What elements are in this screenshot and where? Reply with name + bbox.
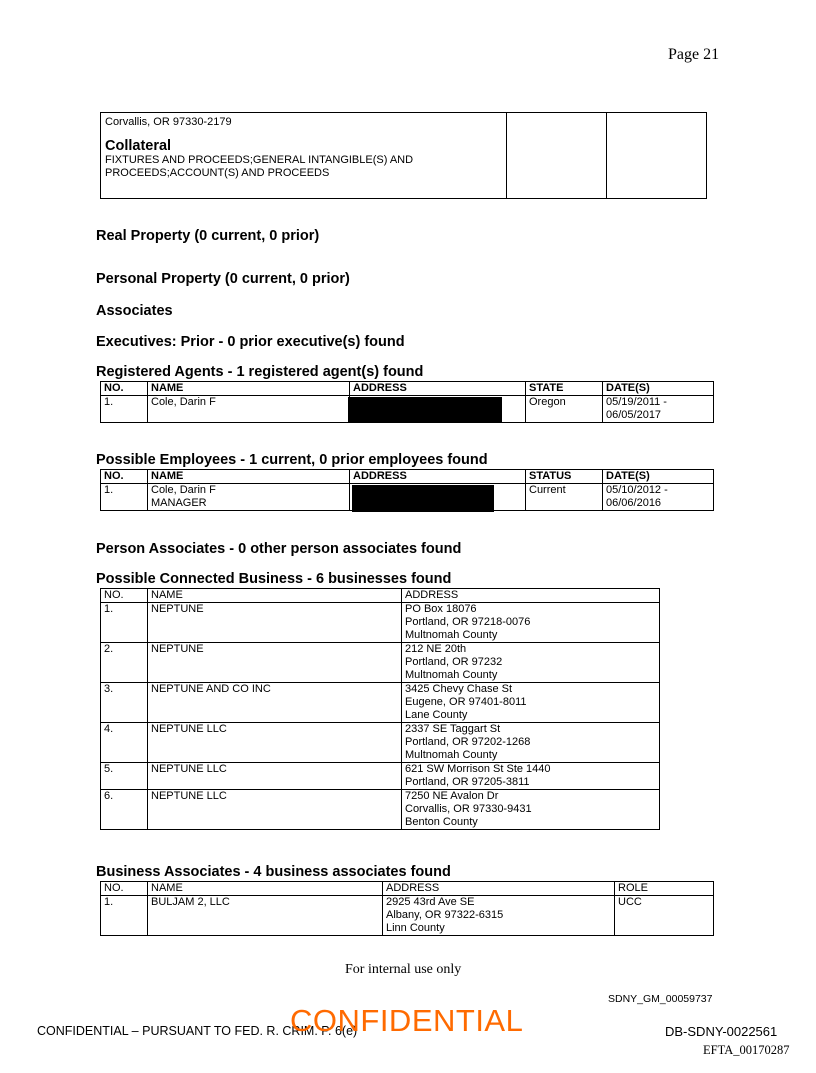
- associate-address: [383, 896, 615, 936]
- associate-no: 1.: [101, 896, 148, 936]
- col-dates: DATE(S): [603, 382, 714, 396]
- address-line: PO Box 18076: [405, 603, 477, 615]
- address-line: Linn County: [386, 922, 445, 934]
- col-no: NO.: [101, 382, 148, 396]
- table-row: [101, 603, 660, 643]
- heading-executives: Executives: Prior - 0 prior executive(s) found: [96, 334, 405, 350]
- col-status: STATUS: [526, 470, 603, 484]
- address-line: Corvallis, OR 97330-9431: [405, 803, 532, 815]
- col-address: ADDRESS: [350, 470, 526, 484]
- address-line: Portland, OR 97205-3811: [405, 776, 530, 788]
- efta-number: EFTA_00170287: [703, 1043, 790, 1057]
- internal-use-note: For internal use only: [345, 962, 462, 977]
- address-line: 7250 NE Avalon Dr: [405, 790, 499, 802]
- employee-status: Current: [526, 484, 603, 511]
- employee-title: MANAGER: [151, 497, 207, 509]
- heading-possible-employees: Possible Employees - 1 current, 0 prior employees found: [96, 452, 488, 468]
- business-name: NEPTUNE: [148, 603, 402, 643]
- table-row: [101, 683, 660, 723]
- business-address: [402, 683, 660, 723]
- confidential-stamp: CONFIDENTIAL: [290, 1003, 524, 1038]
- employee-date-end: 06/06/2016: [606, 497, 662, 509]
- business-no: 3.: [101, 683, 148, 723]
- address-line: Multnomah County: [405, 749, 498, 761]
- business-no: 5.: [101, 763, 148, 790]
- table-header-row: [101, 882, 714, 896]
- table-row: [101, 643, 660, 683]
- col-name: NAME: [148, 589, 402, 603]
- agent-state: Oregon: [526, 396, 603, 423]
- agent-date-start: 05/19/2011 -: [606, 396, 667, 408]
- collateral-title: Collateral: [105, 138, 172, 154]
- connected-business-table: [100, 588, 660, 830]
- agent-dates: [603, 396, 714, 423]
- collateral-empty-cell-2: [607, 113, 707, 199]
- associate-role: UCC: [615, 896, 714, 936]
- col-address: ADDRESS: [383, 882, 615, 896]
- table-row: [101, 896, 714, 936]
- col-name: NAME: [148, 882, 383, 896]
- col-no: NO.: [101, 589, 148, 603]
- business-address: [402, 603, 660, 643]
- employee-name-cell: [148, 484, 350, 511]
- table-row: [101, 723, 660, 763]
- col-state: STATE: [526, 382, 603, 396]
- address-line: Benton County: [405, 816, 478, 828]
- business-no: 4.: [101, 723, 148, 763]
- address-line: Portland, OR 97218-0076: [405, 616, 531, 628]
- employee-name: Cole, Darin F: [151, 484, 216, 496]
- business-address: [402, 763, 660, 790]
- agent-date-end: 06/05/2017: [606, 409, 662, 421]
- heading-associates: Associates: [96, 303, 173, 319]
- col-no: NO.: [101, 470, 148, 484]
- redaction-block: [352, 485, 494, 512]
- col-role: ROLE: [615, 882, 714, 896]
- address-line: Multnomah County: [405, 669, 498, 681]
- address-line: 212 NE 20th: [405, 643, 467, 655]
- address-line: Portland, OR 97232: [405, 656, 503, 668]
- business-name: NEPTUNE: [148, 643, 402, 683]
- address-line: 2337 SE Taggart St: [405, 723, 501, 735]
- business-address: [402, 643, 660, 683]
- collateral-cell: [101, 113, 507, 199]
- table-row: [101, 790, 660, 830]
- sdny-bates-number: SDNY_GM_00059737: [608, 993, 713, 1005]
- heading-registered-agents: Registered Agents - 1 registered agent(s) found: [96, 364, 424, 380]
- address-line: Eugene, OR 97401-8011: [405, 696, 527, 708]
- address-line: 2925 43rd Ave SE: [386, 896, 475, 908]
- col-name: NAME: [148, 382, 350, 396]
- col-address: ADDRESS: [402, 589, 660, 603]
- collateral-table: [100, 112, 707, 199]
- business-no: 6.: [101, 790, 148, 830]
- collateral-empty-cell-1: [507, 113, 607, 199]
- heading-business-associates: Business Associates - 4 business associates found: [96, 864, 451, 880]
- business-address: [402, 723, 660, 763]
- address-line: Portland, OR 97202-1268: [405, 736, 531, 748]
- address-line: 621 SW Morrison St Ste 1440: [405, 763, 551, 775]
- heading-personal-property: Personal Property (0 current, 0 prior): [96, 271, 350, 287]
- heading-person-associates: Person Associates - 0 other person associates found: [96, 541, 462, 557]
- col-address: ADDRESS: [350, 382, 526, 396]
- page-number: Page 21: [668, 46, 720, 63]
- employee-no: 1.: [101, 484, 148, 511]
- business-no: 2.: [101, 643, 148, 683]
- agent-name: Cole, Darin F: [148, 396, 350, 423]
- collateral-address: Corvallis, OR 97330-2179: [105, 116, 232, 128]
- business-no: 1.: [101, 603, 148, 643]
- col-no: NO.: [101, 882, 148, 896]
- employee-date-start: 05/10/2012 -: [606, 484, 668, 496]
- employee-dates: [603, 484, 714, 511]
- confidential-notice: CONFIDENTIAL – PURSUANT TO FED. R. CRIM. P. 6(e): [37, 1024, 358, 1038]
- business-name: NEPTUNE AND CO INC: [148, 683, 402, 723]
- associate-name: BULJAM 2, LLC: [148, 896, 383, 936]
- col-dates: DATE(S): [603, 470, 714, 484]
- address-line: Multnomah County: [405, 629, 498, 641]
- collateral-line-2: PROCEEDS;ACCOUNT(S) AND PROCEEDS: [105, 167, 330, 179]
- agent-no: 1.: [101, 396, 148, 423]
- address-line: Albany, OR 97322-6315: [386, 909, 504, 921]
- heading-real-property: Real Property (0 current, 0 prior): [96, 228, 320, 244]
- business-name: NEPTUNE LLC: [148, 763, 402, 790]
- col-name: NAME: [148, 470, 350, 484]
- collateral-line-1: FIXTURES AND PROCEEDS;GENERAL INTANGIBLE(S) AND: [105, 154, 414, 166]
- business-associates-table: [100, 881, 714, 936]
- db-bates-number: DB-SDNY-0022561: [665, 1024, 778, 1039]
- address-line: 3425 Chevy Chase St: [405, 683, 513, 695]
- address-line: Lane County: [405, 709, 468, 721]
- table-header-row: [101, 382, 714, 396]
- table-header-row: [101, 470, 714, 484]
- table-header-row: [101, 589, 660, 603]
- business-name: NEPTUNE LLC: [148, 723, 402, 763]
- business-name: NEPTUNE LLC: [148, 790, 402, 830]
- table-row: [101, 763, 660, 790]
- heading-connected-business: Possible Connected Business - 6 businesses found: [96, 571, 452, 587]
- redaction-block: [348, 397, 502, 423]
- business-address: [402, 790, 660, 830]
